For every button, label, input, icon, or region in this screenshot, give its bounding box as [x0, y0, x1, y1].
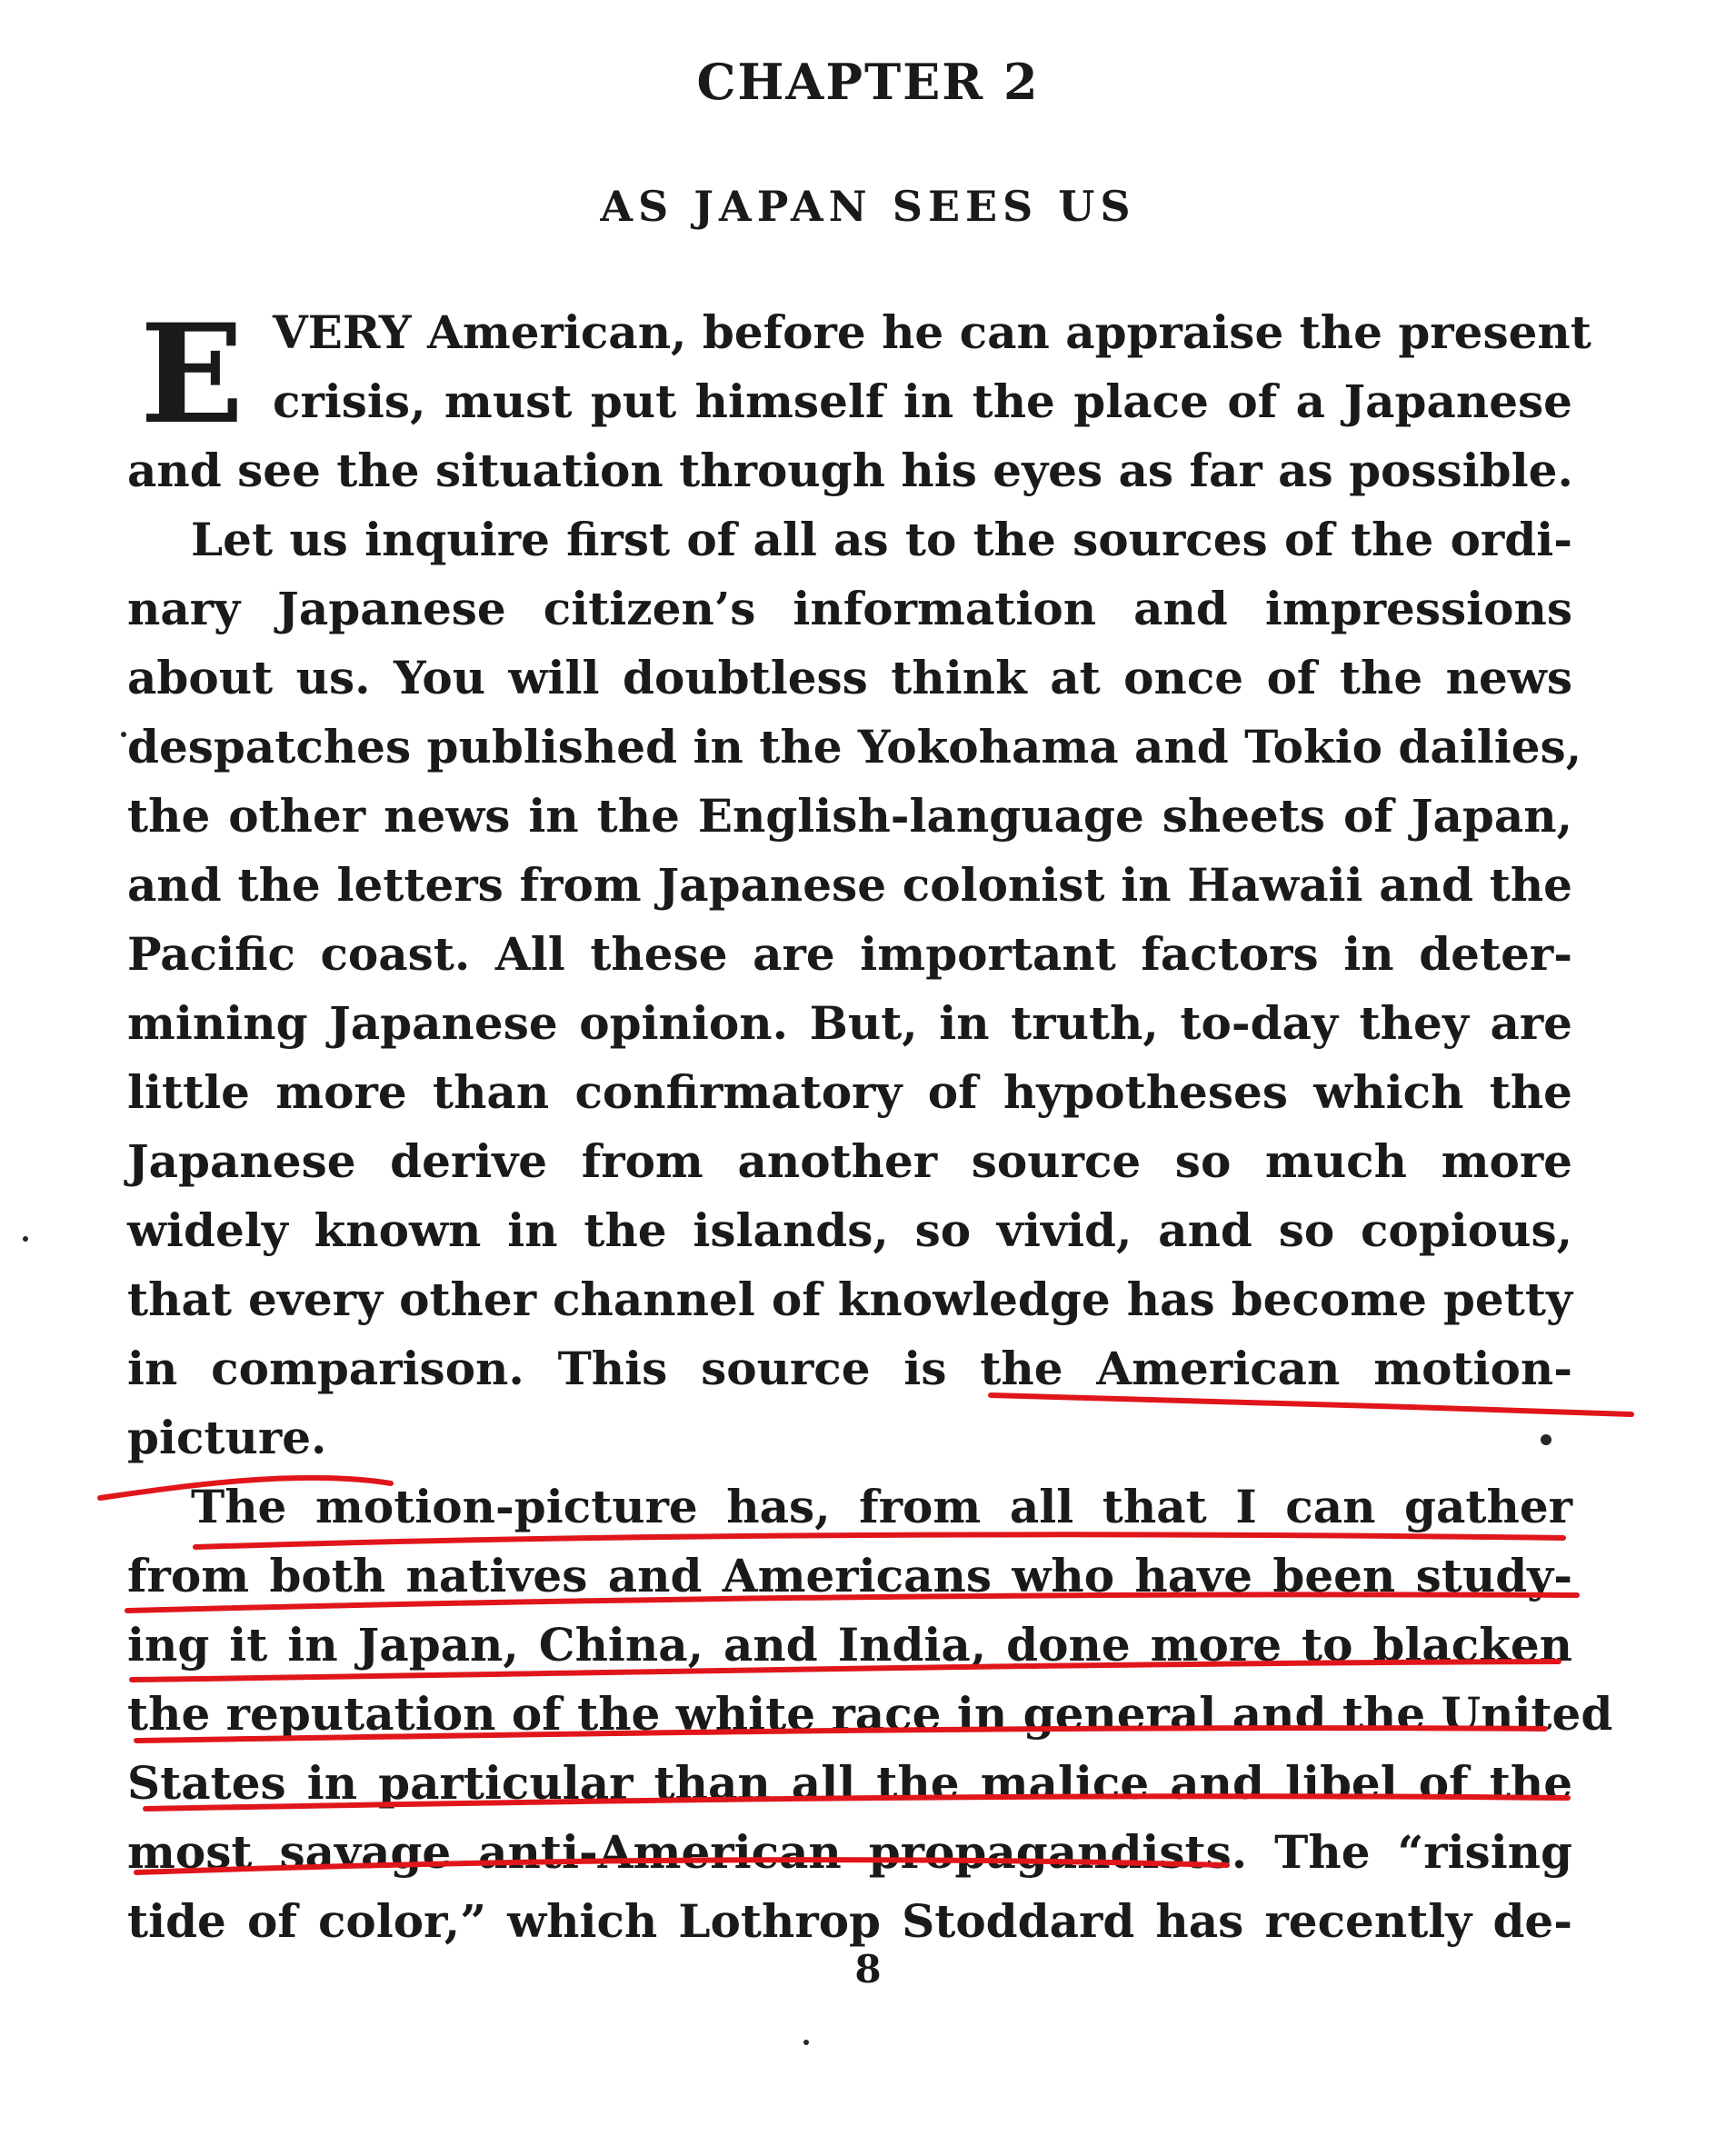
text-line: picture.: [127, 1411, 327, 1464]
text-line: tide of color,” which Lothrop Stoddard has recently de-: [127, 1894, 1572, 1948]
text-line: The motion-picture has, from all that I can gather: [191, 1480, 1572, 1533]
text-line: about us. You will doubtless think at once of the news: [127, 651, 1572, 704]
text-line: States in particular than all the malice and libel of the: [127, 1756, 1572, 1810]
chapter-heading: CHAPTER 2: [696, 53, 1040, 111]
ink-speck: [1541, 1434, 1551, 1445]
text-line: little more than confirmatory of hypotheses which the: [127, 1065, 1572, 1119]
ink-speck: [121, 732, 126, 737]
page-number: 8: [854, 1947, 882, 1991]
ink-speck: [803, 2040, 809, 2045]
text-line: that every other channel of knowledge has become petty: [127, 1273, 1572, 1326]
drop-cap: E: [140, 294, 244, 454]
text-line: and see the situation through his eyes as far as possible.: [127, 444, 1573, 497]
text-line: mining Japanese opinion. But, in truth, to-day they are: [127, 996, 1572, 1050]
ink-speck: [23, 1236, 28, 1242]
text-line: crisis, must put himself in the place of a Japanese: [273, 374, 1572, 428]
text-line: most savage anti-American propagandists. The “rising: [127, 1825, 1572, 1879]
text-line: Pacific coast. All these are important factors in deter-: [127, 927, 1572, 981]
text-line: from both natives and Americans who have been study-: [127, 1549, 1572, 1602]
text-line: VERY American, before he can appraise the present: [273, 305, 1591, 359]
text-line: the reputation of the white race in general and the United: [127, 1687, 1613, 1741]
text-line: Let us inquire first of all as to the sources of the ordi-: [191, 513, 1572, 566]
text-line: widely known in the islands, so vivid, and so copious,: [127, 1203, 1572, 1257]
text-line: the other news in the English-language sheets of Japan,: [127, 789, 1572, 843]
text-line: despatches published in the Yokohama and Tokio dailies,: [127, 720, 1582, 774]
body-text: [127, 294, 1613, 1956]
text-line: and the letters from Japanese colonist in Hawaii and the: [127, 858, 1572, 912]
text-line: in comparison. This source is the American motion-: [127, 1342, 1572, 1395]
text-line: Japanese derive from another source so much more: [127, 1134, 1572, 1188]
text-line: ing it in Japan, China, and India, done more to blacken: [127, 1618, 1572, 1672]
text-line: nary Japanese citizen’s information and impressions: [127, 582, 1572, 635]
chapter-title: AS JAPAN SEES US: [600, 182, 1136, 231]
